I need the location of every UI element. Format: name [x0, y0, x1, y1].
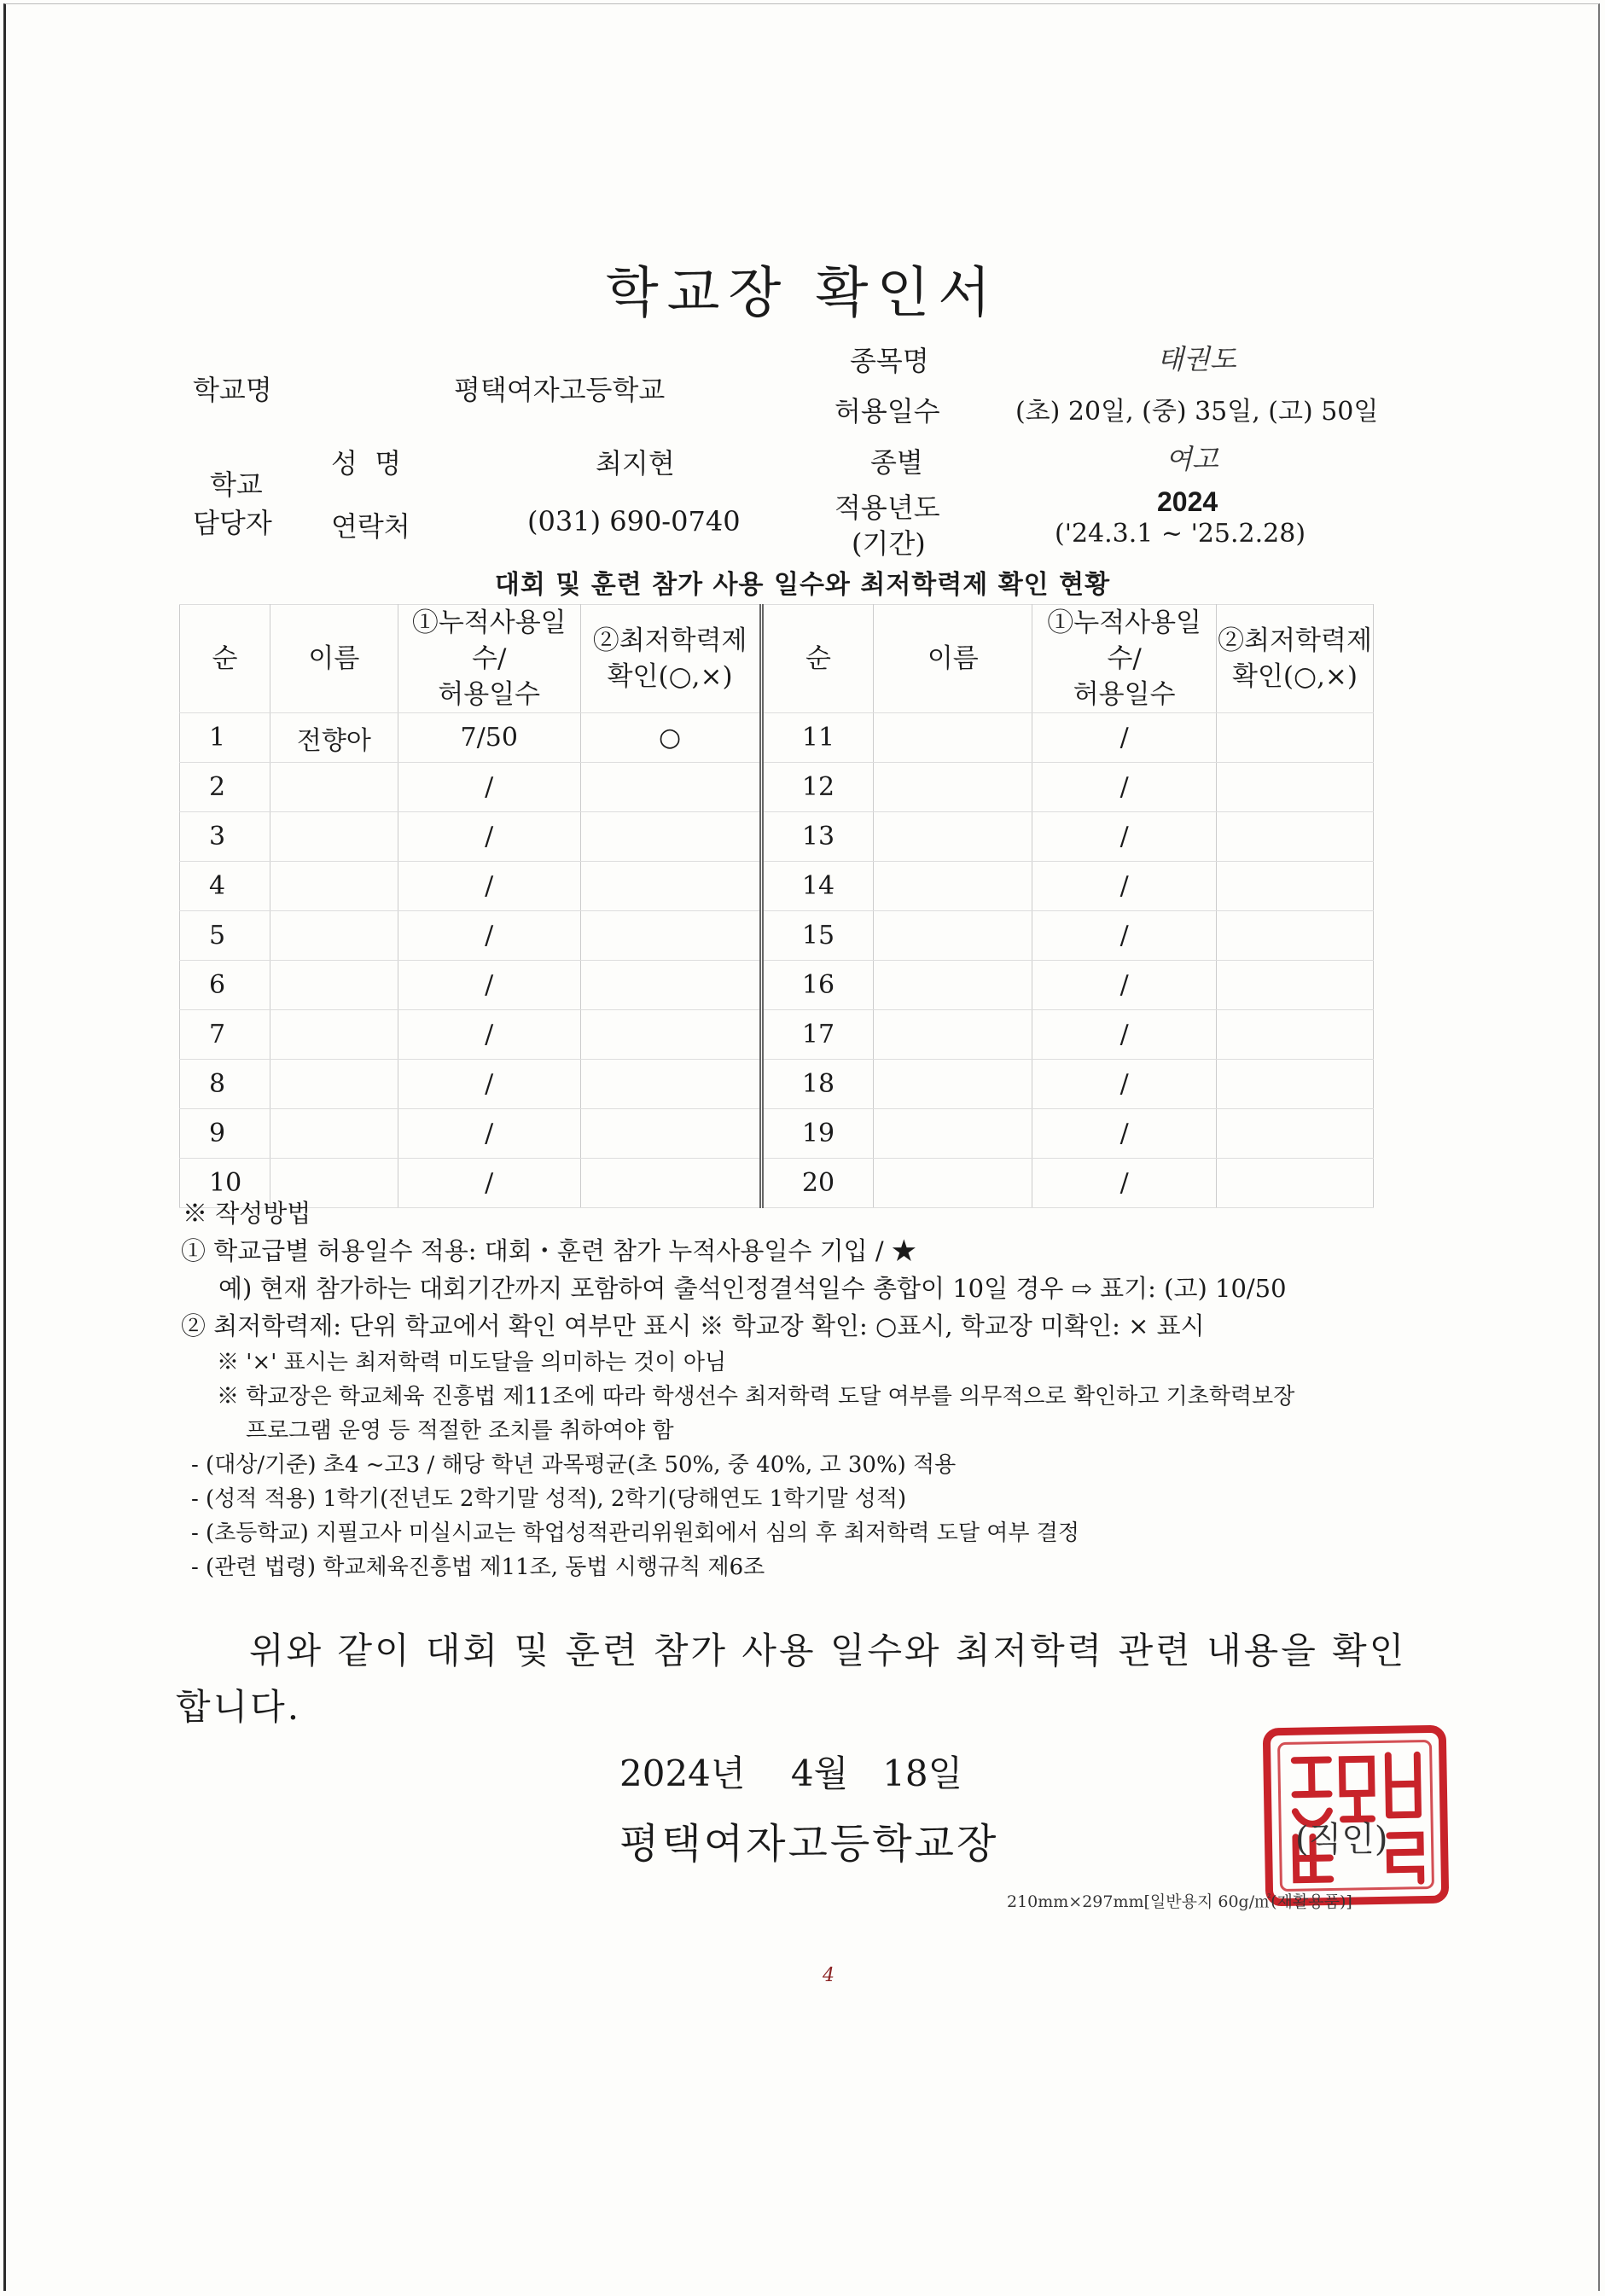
notes-line5: ※ 학교장은 학교체육 진흥법 제11조에 따라 학생선수 최저학력 도달 여부를 의무적으로 확인하고 기초학력보장	[217, 1384, 1295, 1410]
row-check	[580, 911, 761, 961]
row-no: 5	[180, 911, 270, 961]
notes-line7: - (대상/기준) 초4 ~고3 / 해당 학년 과목평균(초 50%, 중 40%, 고 30%) 적용	[191, 1452, 957, 1478]
form-footer: 210mm×297mm[일반용지 60g/㎡(재활용품)]	[1007, 1892, 1352, 1911]
row-no: 8	[180, 1060, 270, 1109]
row-no: 7	[180, 1010, 270, 1060]
col-header-days-right	[1032, 605, 1217, 713]
col-header-days-right-line2: 허용일수	[1073, 679, 1176, 710]
confirm-text: 위와 같이 대회 및 훈련 참가 사용 일수와 최저학력 관련 내용을 확인	[249, 1630, 1407, 1671]
table-row	[180, 1060, 1374, 1109]
row-check	[1217, 1109, 1374, 1159]
date: 2024년 4월 18일	[619, 1753, 963, 1794]
page-mark: 4	[823, 1965, 834, 1986]
notes-line8: - (성적 적용) 1학기(전년도 2학기말 성적), 2학기(당해연도 1학기말 성적)	[191, 1486, 907, 1512]
row-no: 9	[180, 1109, 270, 1159]
col-header-min-line2: 확인(○,×)	[607, 661, 733, 692]
row-name	[874, 1109, 1032, 1159]
row-check	[1217, 1010, 1374, 1060]
row-no: 20	[761, 1159, 874, 1208]
col-header-min-line1: ②최저학력제	[592, 625, 747, 656]
row-no: 15	[761, 911, 874, 961]
col-header-name-right: 이름	[874, 605, 1032, 713]
status-table	[179, 604, 1374, 1208]
row-days: /	[398, 1010, 580, 1060]
allowed-days-value: (초) 20일, (중) 35일, (고) 50일	[1015, 397, 1379, 427]
table-row	[180, 1109, 1374, 1159]
event-value: 태권도	[1157, 343, 1236, 375]
table-row	[180, 1010, 1374, 1060]
name-label: 성 명	[331, 447, 402, 480]
table-row	[180, 713, 1374, 763]
col-header-min	[580, 605, 761, 713]
year-value: 2024	[1157, 486, 1218, 517]
col-header-days	[398, 605, 580, 713]
row-no: 13	[761, 812, 874, 862]
row-no: 3	[180, 812, 270, 862]
staff-label: 학교	[210, 468, 263, 501]
col-header-min-right-line1: ②최저학력제	[1218, 625, 1372, 656]
table-row	[180, 812, 1374, 862]
row-days: /	[1032, 1010, 1217, 1060]
row-no: 14	[761, 862, 874, 911]
row-no: 12	[761, 763, 874, 812]
row-check	[580, 862, 761, 911]
row-days: /	[398, 1060, 580, 1109]
row-check	[580, 763, 761, 812]
contact-value: (031) 690-0740	[527, 505, 741, 538]
row-days: /	[1032, 911, 1217, 961]
row-name	[270, 1060, 398, 1109]
row-no: 4	[180, 862, 270, 911]
row-name	[270, 812, 398, 862]
row-check	[1217, 763, 1374, 812]
row-check: ○	[580, 713, 761, 763]
period-value: ('24.3.1 ~ '25.2.28)	[1055, 519, 1306, 549]
table-row	[180, 961, 1374, 1010]
col-header-name: 이름	[270, 605, 398, 713]
row-no: 11	[761, 713, 874, 763]
row-no: 19	[761, 1109, 874, 1159]
notes-line3: ② 최저학력제: 단위 학교에서 확인 여부만 표시 ※ 학교장 확인: ○표시, 학교장 미확인: × 표시	[181, 1311, 1205, 1340]
row-check	[580, 1010, 761, 1060]
row-days: /	[398, 1159, 580, 1208]
row-days: /	[398, 911, 580, 961]
row-name	[874, 812, 1032, 862]
seal-label: (직인)	[1295, 1820, 1388, 1859]
event-label: 종목명	[850, 345, 929, 377]
col-header-min-right-line2: 확인(○,×)	[1232, 661, 1358, 692]
row-days: /	[1032, 961, 1217, 1010]
col-header-days-line1: ①누적사용일수/	[411, 607, 567, 674]
row-days: /	[398, 862, 580, 911]
table-row	[180, 1159, 1374, 1208]
row-no: 1	[180, 713, 270, 763]
row-name	[270, 1010, 398, 1060]
notes-line4: ※ '×' 표시는 최저학력 미도달을 의미하는 것이 아님	[217, 1350, 727, 1375]
row-name	[270, 1109, 398, 1159]
row-check	[1217, 911, 1374, 961]
col-header-min-right	[1217, 605, 1374, 713]
staff-label-2: 담당자	[193, 507, 272, 539]
row-days: /	[398, 763, 580, 812]
row-name	[270, 763, 398, 812]
table-row	[180, 911, 1374, 961]
row-no: 10	[180, 1159, 270, 1208]
notes-heading: ※ 작성방법	[183, 1199, 311, 1228]
row-name	[874, 713, 1032, 763]
row-name	[270, 911, 398, 961]
table-row	[180, 763, 1374, 812]
row-check	[580, 1109, 761, 1159]
row-check	[1217, 812, 1374, 862]
name-value: 최지현	[596, 447, 675, 480]
row-days: /	[398, 812, 580, 862]
row-no: 18	[761, 1060, 874, 1109]
type-label: 종별	[870, 446, 923, 479]
col-header-days-line2: 허용일수	[438, 679, 541, 710]
row-days: /	[1032, 812, 1217, 862]
col-header-days-right-line1: ①누적사용일수/	[1047, 607, 1201, 674]
notes-line1: ① 학교급별 허용일수 적용: 대회・훈련 참가 누적사용일수 기입 / ★	[181, 1236, 916, 1265]
contact-label: 연락처	[331, 510, 410, 543]
row-days: /	[1032, 1159, 1217, 1208]
row-days: /	[1032, 862, 1217, 911]
page-title: 학교장 확인서	[605, 262, 1000, 325]
row-check	[580, 812, 761, 862]
row-name	[874, 862, 1032, 911]
row-days: /	[398, 1109, 580, 1159]
row-days: /	[1032, 763, 1217, 812]
notes-line10: - (관련 법령) 학교체육진흥법 제11조, 동법 시행규칙 제6조	[191, 1555, 765, 1580]
signer: 평택여자고등학교장	[619, 1820, 999, 1868]
row-check	[580, 1159, 761, 1208]
row-name	[874, 961, 1032, 1010]
row-no: 2	[180, 763, 270, 812]
row-check	[1217, 961, 1374, 1010]
row-no: 6	[180, 961, 270, 1010]
row-name	[874, 911, 1032, 961]
notes-line2: 예) 현재 참가하는 대회기간까지 포함하여 출석인정결석일수 총합이 10일 경우 ⇨ 표기: (고) 10/50	[218, 1274, 1287, 1303]
row-days: /	[398, 961, 580, 1010]
school-label: 학교명	[193, 374, 272, 406]
row-days: 7/50	[398, 713, 580, 763]
col-header-no: 순	[180, 605, 270, 713]
row-name	[270, 862, 398, 911]
row-no: 17	[761, 1010, 874, 1060]
confirm-text-cont: 합니다.	[176, 1686, 302, 1728]
table-header	[180, 605, 1374, 713]
row-name	[874, 1060, 1032, 1109]
period-label: (기간)	[852, 527, 926, 560]
notes-line9: - (초등학교) 지필고사 미실시교는 학업성적관리위원회에서 심의 후 최저학력 도달 여부 결정	[191, 1520, 1080, 1546]
school-value: 평택여자고등학교	[454, 374, 666, 406]
row-name	[874, 1010, 1032, 1060]
row-name	[874, 763, 1032, 812]
col-header-no-right: 순	[761, 605, 874, 713]
allowed-days-label: 허용일수	[834, 395, 940, 427]
row-days: /	[1032, 1109, 1217, 1159]
row-check	[1217, 862, 1374, 911]
row-check	[580, 961, 761, 1010]
type-value: 여고	[1166, 443, 1218, 475]
row-days: /	[1032, 713, 1217, 763]
row-name	[874, 1159, 1032, 1208]
row-check	[1217, 1159, 1374, 1208]
row-days: /	[1032, 1060, 1217, 1109]
row-check	[580, 1060, 761, 1109]
row-no: 16	[761, 961, 874, 1010]
row-name: 전향아	[270, 713, 398, 763]
table-row	[180, 862, 1374, 911]
section-title: 대회 및 훈련 참가 사용 일수와 최저학력제 확인 현황	[494, 570, 1111, 600]
row-name	[270, 961, 398, 1010]
row-check	[1217, 1060, 1374, 1109]
notes-line6: 프로그램 운영 등 적절한 조치를 취하여야 함	[246, 1418, 674, 1444]
year-label: 적용년도	[834, 491, 940, 524]
row-check	[1217, 713, 1374, 763]
